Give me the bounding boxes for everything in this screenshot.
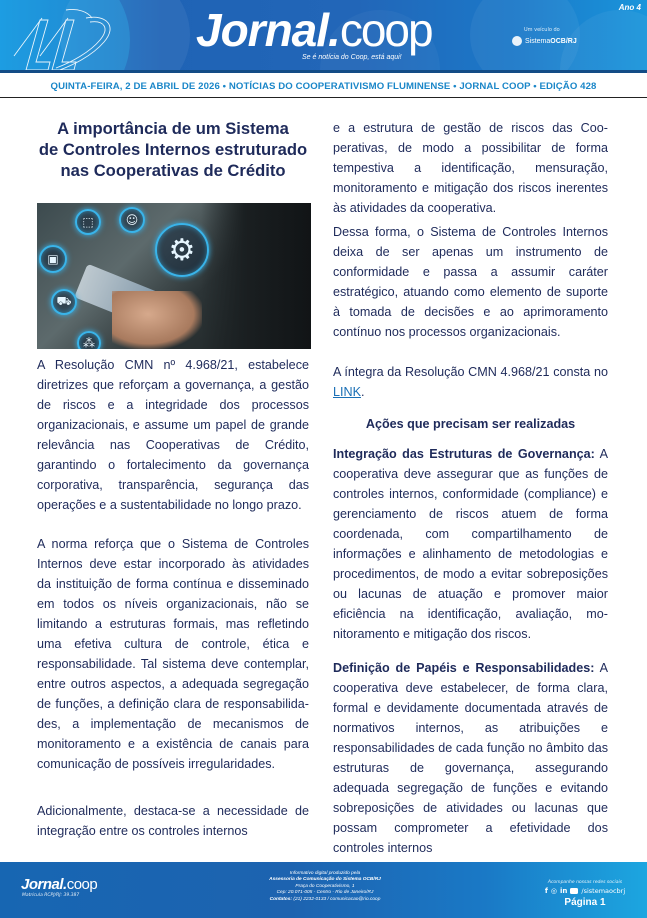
partner-block — [512, 27, 577, 46]
page-number: Página 1 — [564, 897, 606, 908]
resolution-link[interactable]: LINK — [333, 385, 361, 399]
paragraph-text: A íntegra da Resolução CMN 4.968/21 consta no — [333, 365, 608, 379]
footer-credits — [225, 871, 425, 903]
footer-brand-coop: coop — [66, 876, 98, 893]
gear-check-icon: ⚙ — [155, 223, 209, 277]
hand-box-icon: ⬚ — [75, 209, 101, 235]
follow-label: Acompanhe nossas redes sociais — [547, 880, 623, 885]
action-item-title: Definição de Papéis e Responsabilidades: — [333, 661, 595, 675]
article-left-column — [37, 118, 309, 858]
ocb-logo-icon — [512, 36, 522, 46]
contacts-line — [225, 897, 425, 903]
action-item-title: Integração das Estruturas de Governança: — [333, 447, 595, 461]
partner-name — [525, 38, 577, 45]
facebook-icon[interactable]: f — [544, 887, 548, 895]
footer — [0, 862, 647, 918]
instagram-icon[interactable]: ◎ — [550, 887, 557, 895]
social-handle: /sistemaocbrj — [581, 887, 626, 895]
linkedin-icon[interactable]: in — [559, 887, 568, 895]
footer-social — [535, 880, 635, 908]
article-paragraph: e a estrutura de gestão de riscos das Cooperativas, de modo a possibilitar de forma tempestiva a identificação, mensuração, monitoramento e mitigação dos riscos inerentes às atividades da cooperativa. — [333, 121, 608, 215]
dateline: QUINTA-FEIRA, 2 DE ABRIL DE 2026 • NOTÍCIAS DO COOPERATIVISMO FLUMINENSE • JORNAL COOP • EDIÇÃO 428 — [0, 76, 647, 98]
brand-main: Jornal. — [196, 4, 340, 56]
masthead — [0, 0, 647, 73]
credits-line: Assessoria de Comunicação do Sistema OCB/RJ — [269, 877, 381, 883]
address-line: Praça do Cooperativismo, 1 — [295, 883, 355, 889]
article-paragraph: Dessa forma, o Sistema de Controles Internos deixa de ser apenas um instrumento de conformidade e passa a assumir caráter estratégico, atuando como elemento de suporte à tomada de decisões e ao aprimoramento contínuo nos processos organizacionais. — [333, 225, 608, 339]
youtube-icon[interactable] — [570, 888, 578, 894]
headline-line: A importância de um Sistema — [57, 119, 289, 138]
section-subhead: Ações que precisam ser realizadas — [365, 417, 576, 431]
people-network-icon: ⁂ — [77, 331, 101, 349]
social-links — [535, 887, 635, 895]
action-item-text: A cooperativa deve estabelecer, de forma clara, formal e devidamente documentada através de normativos internos, as atribuições e responsabilidades de cada função no âmbito das estruturas de governança, assegurando adequada segregação de funções e evitando sobreposições de atividades ou lacunas que possam comprometer a efetividade dos controles internos — [333, 661, 608, 855]
action-item — [333, 444, 608, 644]
footer-registration: Matrícula RCPJ/RJ: 39.387 — [22, 893, 80, 898]
headline-line: de Controles Internos estruturado — [38, 140, 308, 159]
anniversary-44-logo-icon — [6, 6, 116, 73]
footer-brand-main: Jornal. — [21, 876, 67, 893]
article-paragraph: A Resolução CMN nº 4.968/21, estabelece diretrizes que reforçam a governança, a gestão de riscos e a integridade dos processos organizacionais, e assume um papel de grande relevância nas Cooperativas de Crédito, garantindo o fortalecimento da governança corporativa, transparência, segurança das operações e a sustentabilidade no longo prazo. — [37, 358, 309, 512]
headline-line: nas Cooperativas de Crédito — [60, 161, 286, 180]
edition-year: Ano 4 — [618, 3, 641, 12]
article-right-column — [333, 118, 608, 858]
contacts-value: (21) 2232-0133 / comunicacao@rio.coop — [293, 896, 381, 902]
action-item — [333, 658, 608, 858]
partner-logo — [512, 36, 577, 46]
tagline: Se é notícia do Coop, está aqui! — [302, 54, 402, 61]
partner-name-prefix: Sistema — [525, 37, 551, 45]
article-paragraph: Adicionalmente, destaca-se a necessidade de integração entre os controles internos — [37, 804, 309, 838]
hero-hand — [112, 291, 202, 349]
article-headline — [37, 118, 309, 181]
paragraph-text: . — [361, 385, 365, 399]
forklift-icon: ⛟ — [51, 289, 77, 315]
box-minus-icon: ▣ — [39, 245, 67, 273]
contacts-label: Contatos: — [269, 896, 293, 902]
article-paragraph-link — [333, 362, 608, 402]
brand-logo — [196, 2, 432, 58]
footer-brand-logo — [21, 876, 97, 893]
hero-suit — [201, 203, 311, 349]
user-headset-icon: ☺ — [119, 207, 145, 233]
partner-label: Um veículo do — [524, 27, 560, 33]
partner-name-bold: OCB/RJ — [550, 37, 577, 45]
brand-coop: coop — [339, 4, 432, 56]
action-item-text: A cooperativa deve assegurar que as funções de controles internos, conformidade (compliance) e gerenciamento de riscos atuem de forma coordenada, com compartilhamento de informações e alinhamento de metodologias e procedimentos, de modo a evitar sobreposições ou lacunas de atuação e promover maior eficiência na identificação, avaliação, monitoramento e mitigação dos riscos. — [333, 447, 608, 641]
article-hero-image — [37, 203, 311, 349]
article-paragraph: A norma reforça que o Sistema de Controles Internos deve estar incorporado às atividades da instituição de forma contínua e disseminado em todos os níveis organizacionais, não se limitando a estruturas formais, mas refletindo uma efetiva cultura de controle, ética e responsabilidade. Tal sistema deve contemplar, entre outros aspectos, a adequada segregação de funções, a definição clara de responsabilidades, a implementação de mecanismos de monitoramento e a existência de canais para comunicação de possíveis irregularidades. — [37, 537, 309, 771]
address-line: Cep: 20.071-005 - Centro - Rio de Janeiro/RJ — [276, 890, 374, 896]
credits-line: Informativo digital produzido pela — [289, 871, 361, 876]
